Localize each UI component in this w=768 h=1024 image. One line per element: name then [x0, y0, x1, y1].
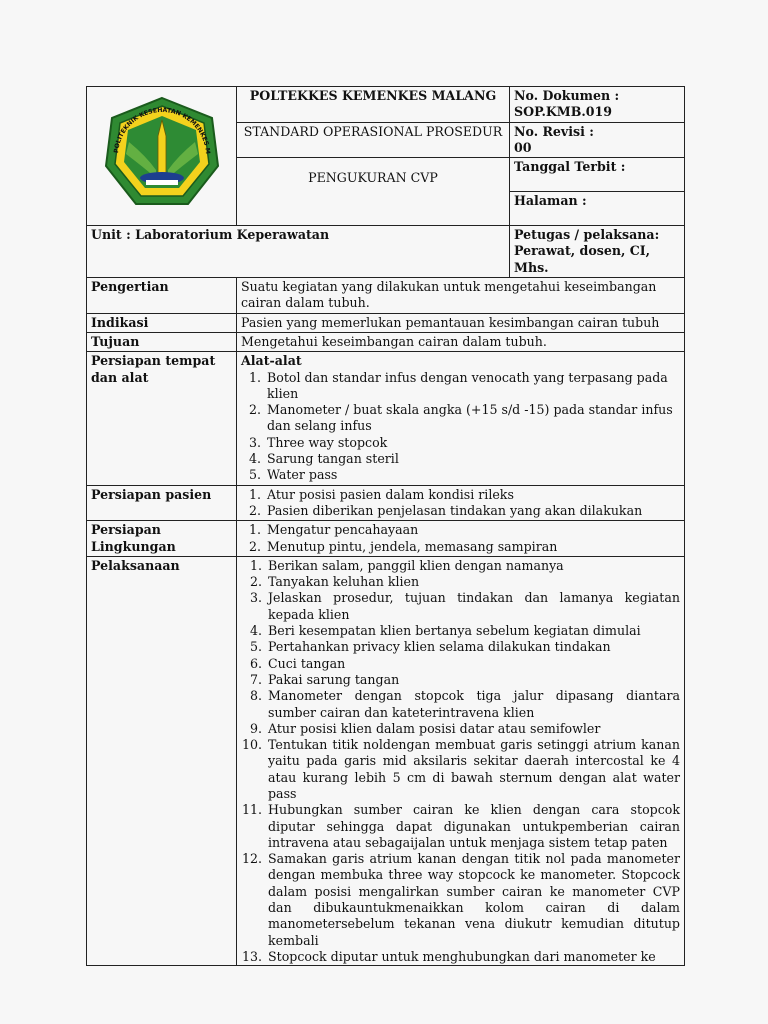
list-item: 2. Manometer / buat skala angka (+15 s/d -15) pada standar infus dan selang infus	[265, 402, 680, 435]
list-item: 1. Atur posisi pasien dalam kondisi rileks	[265, 487, 680, 503]
petugas-cell	[510, 226, 685, 278]
indikasi-text: Pasien yang memerlukan pemantauan kesimbangan cairan tubuh	[237, 313, 685, 332]
list-item: 1. Botol dan standar infus dengan venocath yang terpasang pada klien	[265, 370, 680, 403]
sop-title	[237, 158, 510, 226]
halaman: Halaman :	[510, 192, 685, 226]
list-item: 8. Manometer dengan stopcok tiga jalur dipasang diantara sumber cairan dan kateterintravena klien	[266, 688, 680, 721]
pasien-list	[241, 487, 680, 520]
list-item: 3. Jelaskan prosedur, tujuan tindakan dan lamanya kegiatan kepada klien	[266, 590, 680, 623]
no-revisi-label: No. Revisi :	[514, 123, 594, 139]
pelaksanaan-cell	[237, 556, 685, 965]
doc-type: STANDARD OPERASIONAL PROSEDUR	[237, 122, 510, 158]
list-item: 1. Berikan salam, panggil klien dengan namanya	[266, 558, 680, 574]
pengertian-label: Pengertian	[87, 278, 237, 314]
list-item: 2. Menutup pintu, jendela, memasang sampiran	[265, 539, 680, 555]
institution-name: POLTEKKES KEMENKES MALANG	[237, 87, 510, 123]
indikasi-label: Indikasi	[87, 313, 237, 332]
sop-title-text: PENGUKURAN CVP	[308, 170, 438, 186]
list-item: 9. Atur posisi klien dalam posisi datar atau semifowler	[266, 721, 680, 737]
unit: Unit : Laboratorium Keperawatan	[87, 226, 510, 278]
sop-document	[86, 86, 684, 966]
tujuan-text: Mengetahui keseimbangan cairan dalam tubuh.	[237, 332, 685, 351]
list-item: 7. Pakai sarung tangan	[266, 672, 680, 688]
persiapan-pasien-label: Persiapan pasien	[87, 485, 237, 521]
persiapan-lingkungan-label: Persiapan Lingkungan	[87, 521, 237, 557]
list-item: 13. Stopcock diputar untuk menghubungkan dari manometer ke	[266, 949, 680, 965]
list-item: 1. Mengatur pencahayaan	[265, 522, 680, 538]
petugas-label: Petugas / pelaksana:	[514, 227, 660, 243]
pelaksanaan-label: Pelaksanaan	[87, 556, 237, 965]
poltekkes-logo-icon	[96, 92, 228, 216]
lingkungan-list	[241, 522, 680, 555]
no-dokumen-label: No. Dokumen :	[514, 88, 620, 103]
list-item: 5. Water pass	[265, 467, 680, 483]
no-dokumen-cell	[510, 87, 685, 123]
no-revisi-cell	[510, 122, 685, 158]
persiapan-lingkungan-cell	[237, 521, 685, 557]
alat-list	[241, 370, 680, 484]
list-item: 2. Tanyakan keluhan klien	[266, 574, 680, 590]
list-item: 2. Pasien diberikan penjelasan tindakan yang akan dilakukan	[265, 503, 680, 519]
persiapan-alat-label: Persiapan tempat dan alat	[87, 352, 237, 485]
list-item: 12. Samakan garis atrium kanan dengan titik nol pada manometer dengan membuka three way stopcock ke manometer. Stopcock dalam posisi mengalirkan sumber cairan ke manometer CVP dan dibukauntukmenaikkan kolom cairan di dalam manometersebelum tekanan vena diukutr kemudian ditutup kembali	[266, 851, 680, 949]
list-item: 10. Tentukan titik noldengan membuat garis setinggi atrium kanan yaitu pada garis mid aksilaris sekitar daerah intercostal ke 4 atau kurang lebih 5 cm di bawah sternum dengan alat water pass	[266, 737, 680, 802]
pelaksanaan-list	[241, 558, 680, 965]
list-item: 11. Hubungkan sumber cairan ke klien dengan cara stopcok diputar sehingga dapat digunakan untukpemberian cairan intravena atau sebagaijalan untuk menjaga sistem tetap paten	[266, 802, 680, 851]
logo-cell	[87, 87, 237, 226]
tujuan-label: Tujuan	[87, 332, 237, 351]
no-revisi-value: 00	[514, 139, 532, 155]
no-dokumen-value: SOP.KMB.019	[514, 104, 613, 120]
logo-text: POLITEKNIK KESEHATAN KEMENKES M	[112, 106, 211, 155]
persiapan-pasien-cell	[237, 485, 685, 521]
sop-table	[86, 86, 685, 966]
pengertian-text: Suatu kegiatan yang dilakukan untuk mengetahui keseimbangan cairan dalam tubuh.	[237, 278, 685, 314]
list-item: 6. Cuci tangan	[266, 656, 680, 672]
list-item: 4. Beri kesempatan klien bertanya sebelum kegiatan dimulai	[266, 623, 680, 639]
persiapan-alat-cell	[237, 352, 685, 485]
list-item: 3. Three way stopcok	[265, 435, 680, 451]
list-item: 4. Sarung tangan steril	[265, 451, 680, 467]
alat-heading: Alat-alat	[241, 353, 302, 369]
list-item: 5. Pertahankan privacy klien selama dilakukan tindakan	[266, 639, 680, 655]
petugas-value: Perawat, dosen, CI, Mhs.	[514, 243, 651, 275]
tanggal-terbit: Tanggal Terbit :	[510, 158, 685, 192]
